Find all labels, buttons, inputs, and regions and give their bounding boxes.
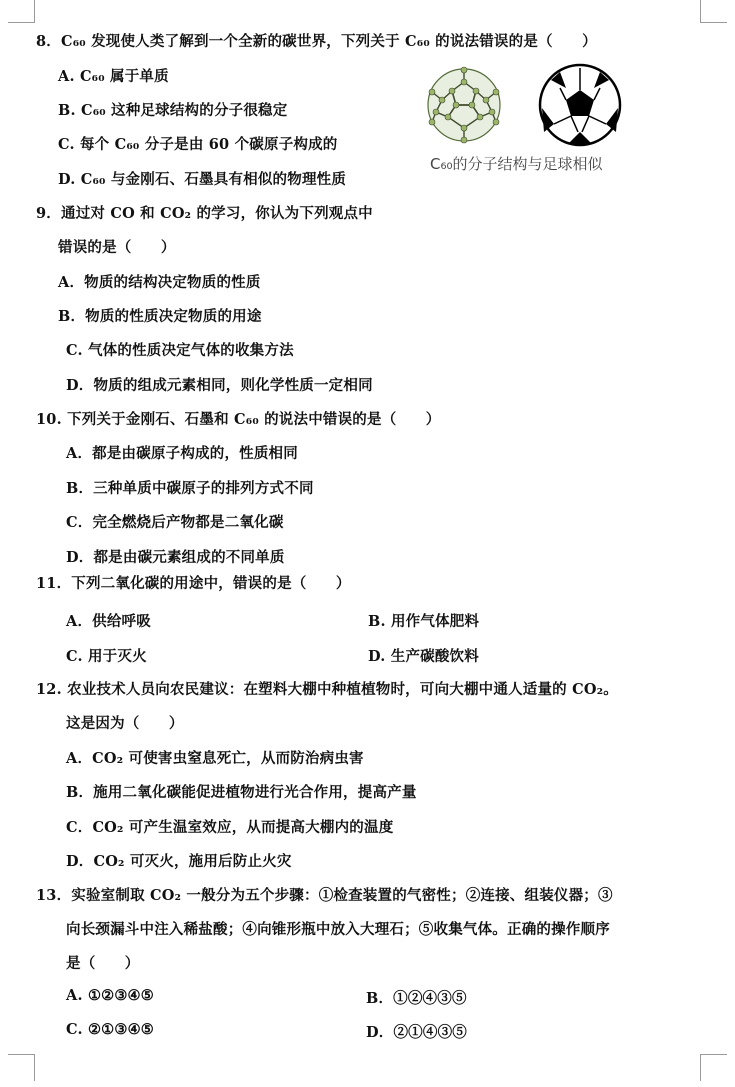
figure-caption: C₆₀的分子结构与足球相似 — [430, 155, 603, 173]
q10-option-d: D．都是由碳元素组成的不同单质 — [66, 549, 285, 566]
q13-stem-line2: 向长颈漏斗中注入稀盐酸；④向锥形瓶中放入大理石；⑤收集气体。正确的操作顺序 — [66, 921, 610, 938]
q12-option-b: B．施用二氧化碳能促进植物进行光合作用，提高产量 — [66, 784, 417, 801]
q13-option-a: A. ①②③④⑤ — [66, 987, 154, 1004]
q11-option-d: D. 生产碳酸饮料 — [368, 648, 479, 665]
q9-stem-line2: 错误的是（ ） — [58, 239, 176, 256]
q8-option-d: D. C₆₀ 与金刚石、石墨具有相似的物理性质 — [58, 171, 347, 188]
q8-option-c: C. 每个 C₆₀ 分子是由 60 个碳原子构成的 — [58, 136, 338, 153]
q11-option-a: A．供给呼吸 — [66, 613, 151, 630]
q10-option-a: A．都是由碳原子构成的，性质相同 — [66, 445, 298, 462]
corner-mark-top-right — [700, 0, 727, 23]
q12-option-d: D．CO₂ 可灭火，施用后防止火灾 — [66, 853, 292, 870]
c60-molecule-icon — [428, 67, 500, 143]
q11-option-c: C. 用于灭火 — [66, 648, 147, 665]
football-icon — [540, 65, 620, 145]
corner-mark-bottom-right — [700, 1054, 727, 1081]
corner-mark-bottom-left — [8, 1054, 35, 1081]
q8-option-a: A. C₆₀ 属于单质 — [58, 68, 169, 85]
q13-option-b: B．①②④③⑤ — [366, 990, 467, 1007]
q9-option-a: A．物质的结构决定物质的性质 — [58, 274, 261, 291]
q9-option-b: B．物质的性质决定物质的用途 — [58, 308, 262, 325]
q8-option-b: B. C₆₀ 这种足球结构的分子很稳定 — [58, 102, 288, 119]
q12-option-c: C．CO₂ 可产生温室效应，从而提高大棚内的温度 — [66, 819, 394, 836]
q11-option-b: B. 用作气体肥料 — [368, 613, 480, 630]
q12-option-a: A．CO₂ 可使害虫窒息死亡，从而防治病虫害 — [66, 750, 364, 767]
q12-stem-line1: 12. 农业技术人员向农民建议：在塑料大棚中种植植物时，可向大棚中通人适量的 CO₂。 — [36, 681, 618, 698]
q11-stem: 11．下列二氧化碳的用途中，错误的是（ ） — [36, 575, 351, 592]
q13-option-d: D．②①④③⑤ — [366, 1024, 467, 1041]
q9-option-d: D．物质的组成元素相同，则化学性质一定相同 — [66, 377, 373, 394]
corner-mark-top-left — [8, 0, 35, 23]
q13-option-c: C. ②①③④⑤ — [66, 1021, 154, 1038]
q8-stem: 8．C₆₀ 发现使人类了解到一个全新的碳世界，下列关于 C₆₀ 的说法错误的是（ ） — [36, 33, 597, 50]
q13-stem-line1: 13．实验室制取 CO₂ 一般分为五个步骤：①检查装置的气密性；②连接、组装仪器；③ — [36, 887, 613, 904]
q10-option-c: C．完全燃烧后产物都是二氧化碳 — [66, 514, 284, 531]
q9-stem-line1: 9．通过对 CO 和 CO₂ 的学习，你认为下列观点中 — [36, 205, 373, 222]
q10-stem: 10. 下列关于金刚石、石墨和 C₆₀ 的说法中错误的是（ ） — [36, 411, 441, 428]
q13-stem-line3: 是（ ） — [66, 955, 140, 972]
q12-stem-line2: 这是因为（ ） — [66, 715, 184, 732]
q9-option-c: C. 气体的性质决定气体的收集方法 — [66, 342, 294, 359]
q10-option-b: B．三种单质中碳原子的排列方式不同 — [66, 480, 314, 497]
